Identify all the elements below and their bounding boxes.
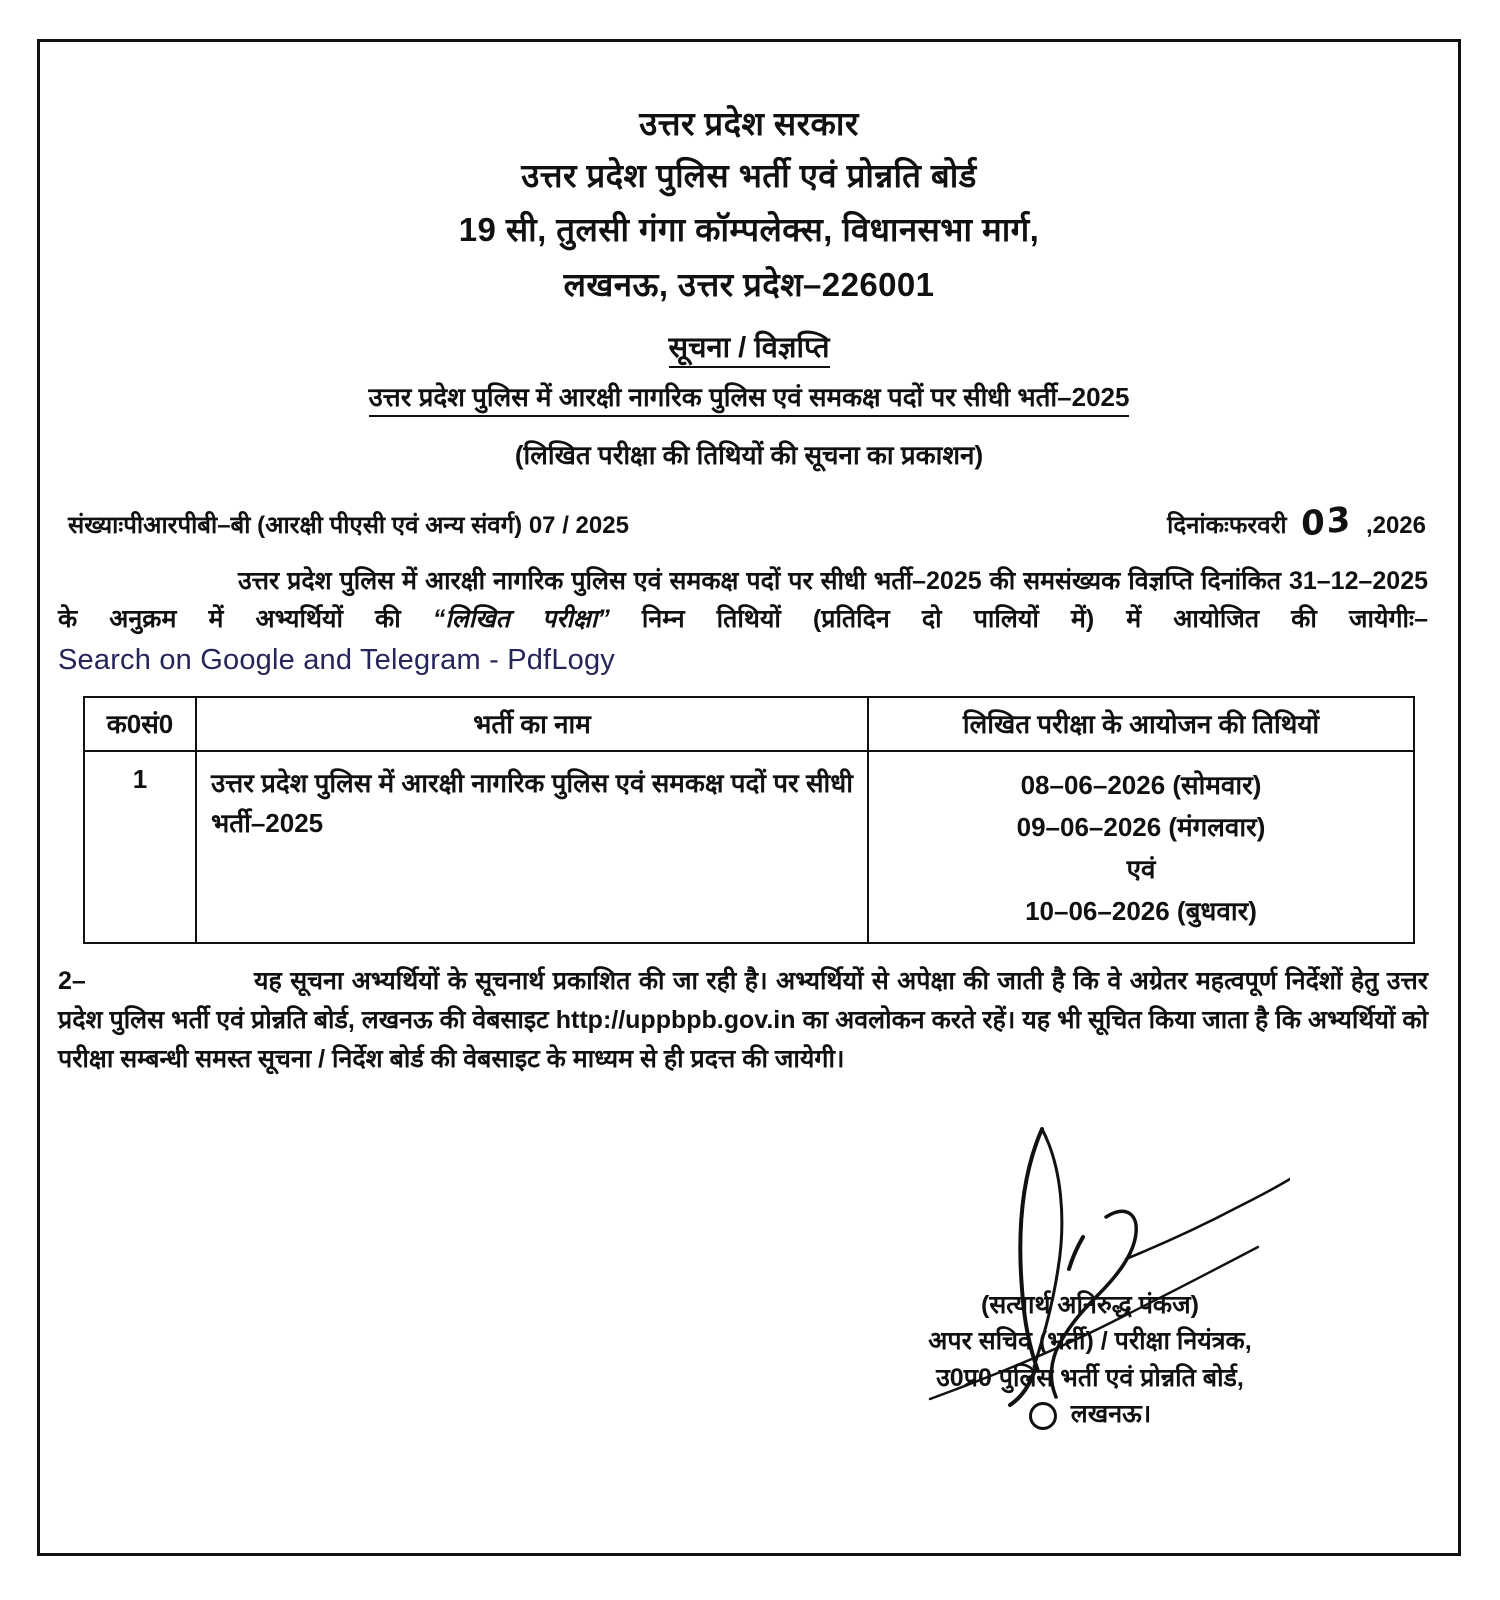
- signatory-name: (सत्यार्थ अनिरुद्ध पंकज): [981, 1290, 1199, 1319]
- circle-mark-icon: [1029, 1402, 1057, 1430]
- board-name: उत्तर प्रदेश पुलिस भर्ती एवं प्रोन्नति बोर्ड: [521, 157, 977, 195]
- recruitment-subtitle-text: उत्तर प्रदेश पुलिस में आरक्षी नागरिक पुलिस एवं समकक्ष पदों पर सीधी भर्ती–2025: [369, 382, 1130, 417]
- reference-date: [1167, 499, 1426, 545]
- signatory-designation: अपर सचिव (भर्ती) / परीक्षा नियंत्रक,: [928, 1327, 1252, 1356]
- letterhead: [40, 104, 1458, 307]
- exam-schedule-table: [83, 696, 1415, 944]
- exam-date-2: 09–06–2026 (मंगलवार): [1016, 812, 1266, 843]
- address-line-1: 19 सी, तुलसी गंगा कॉम्पलेक्स, विधानसभा मार्ग,: [458, 211, 1040, 249]
- col-header-sno: क0सं0: [84, 697, 196, 751]
- signatory-organisation: उ0प्र0 पुलिस भर्ती एवं प्रोन्नति बोर्ड,: [936, 1363, 1244, 1392]
- document-sheet: [40, 42, 1458, 1553]
- recruitment-subtitle: [40, 378, 1458, 414]
- document-frame: [37, 39, 1461, 1556]
- para1-quoted: “लिखित परीक्षा”: [432, 604, 610, 633]
- col-header-recruitment-name: भर्ती का नाम: [196, 697, 868, 751]
- para1-bold-lead: उत्तर प्रदेश पुलिस में आरक्षी नागरिक पुलिस एवं समकक्ष पदों पर सीधी भर्ती–2025: [238, 566, 982, 595]
- signatory-block: [830, 1287, 1350, 1433]
- signatory-city: लखनऊ।: [1070, 1400, 1152, 1429]
- exam-date-3: 10–06–2026 (बुधवार): [1025, 896, 1257, 927]
- table-row: [84, 751, 1414, 943]
- para1-text-b: निम्न तिथियों (प्रतिदिन दो पालियों में) में आयोजित की जायेगीः–: [641, 604, 1428, 633]
- reference-line: [40, 499, 1458, 545]
- exam-date-1: 08–06–2026 (सोमवार): [1020, 769, 1262, 800]
- cell-exam-dates: [868, 751, 1414, 943]
- notice-label: [40, 327, 1458, 366]
- govt-name: उत्तर प्रदेश सरकार: [639, 105, 859, 142]
- watermark-text: Search on Google and Telegram - PdfLogy: [58, 643, 616, 676]
- date-suffix: ,2026: [1365, 511, 1426, 539]
- paragraph-one: [40, 562, 1458, 682]
- para2-text-a: यह सूचना अभ्यर्थियों के सूचनार्थ प्रकाशित की जा रही है। अभ्यर्थियों से अपेक्षा की जाती है कि वे अग्रेतर महत्वपूर्ण निर्देशों हेतु उत्तर प्रदेश पुलिस भर्ती एवं प्रोन्नति बोर्ड, लखनऊ की वेबसाइट: [58, 966, 1428, 1034]
- date-prefix: दिनांकःफरवरी: [1167, 511, 1287, 539]
- notice-label-text: सूचना / विज्ञप्ति: [669, 332, 830, 368]
- col-header-exam-dates: लिखित परीक्षा के आयोजन की तिथियों: [868, 697, 1414, 751]
- handwritten-date: 03: [1300, 499, 1353, 545]
- address-line-2: लखनऊ, उत्तर प्रदेश–226001: [563, 265, 935, 303]
- para1-text-a: की समसंख्यक विज्ञप्ति दिनांकित 31–12–2025 के अनुक्रम में अभ्यर्थियों की: [58, 566, 1429, 633]
- reference-number: संख्याःपीआरपीबी–बी (आरक्षी पीएसी एवं अन्य संवर्ग) 07 / 2025: [68, 511, 629, 539]
- para2-number: 2–: [58, 966, 86, 995]
- table-header-row: [84, 697, 1414, 751]
- board-website-url[interactable]: http://uppbpb.gov.in: [555, 1005, 796, 1034]
- exam-date-conjunction: एवं: [1126, 854, 1156, 885]
- signatory-city-line: [830, 1396, 1350, 1433]
- publication-purpose: (लिखित परीक्षा की तिथियों की सूचना का प्रकाशन): [514, 439, 984, 470]
- paragraph-two: [40, 962, 1458, 1079]
- signature-area: [40, 1109, 1458, 1489]
- cell-recruitment-name: उत्तर प्रदेश पुलिस में आरक्षी नागरिक पुलिस एवं समकक्ष पदों पर सीधी भर्ती–2025: [196, 751, 868, 943]
- para2-text-b: का अवलोकन करते रहें। यह भी सूचित किया जाता है कि अभ्यर्थियों को परीक्षा सम्बन्धी समस्त सूचना / निर्देश बोर्ड की वेबसाइट के माध्यम से ही प्रदत्त की जायेगी।: [58, 1005, 1428, 1073]
- cell-sno: 1: [84, 751, 196, 943]
